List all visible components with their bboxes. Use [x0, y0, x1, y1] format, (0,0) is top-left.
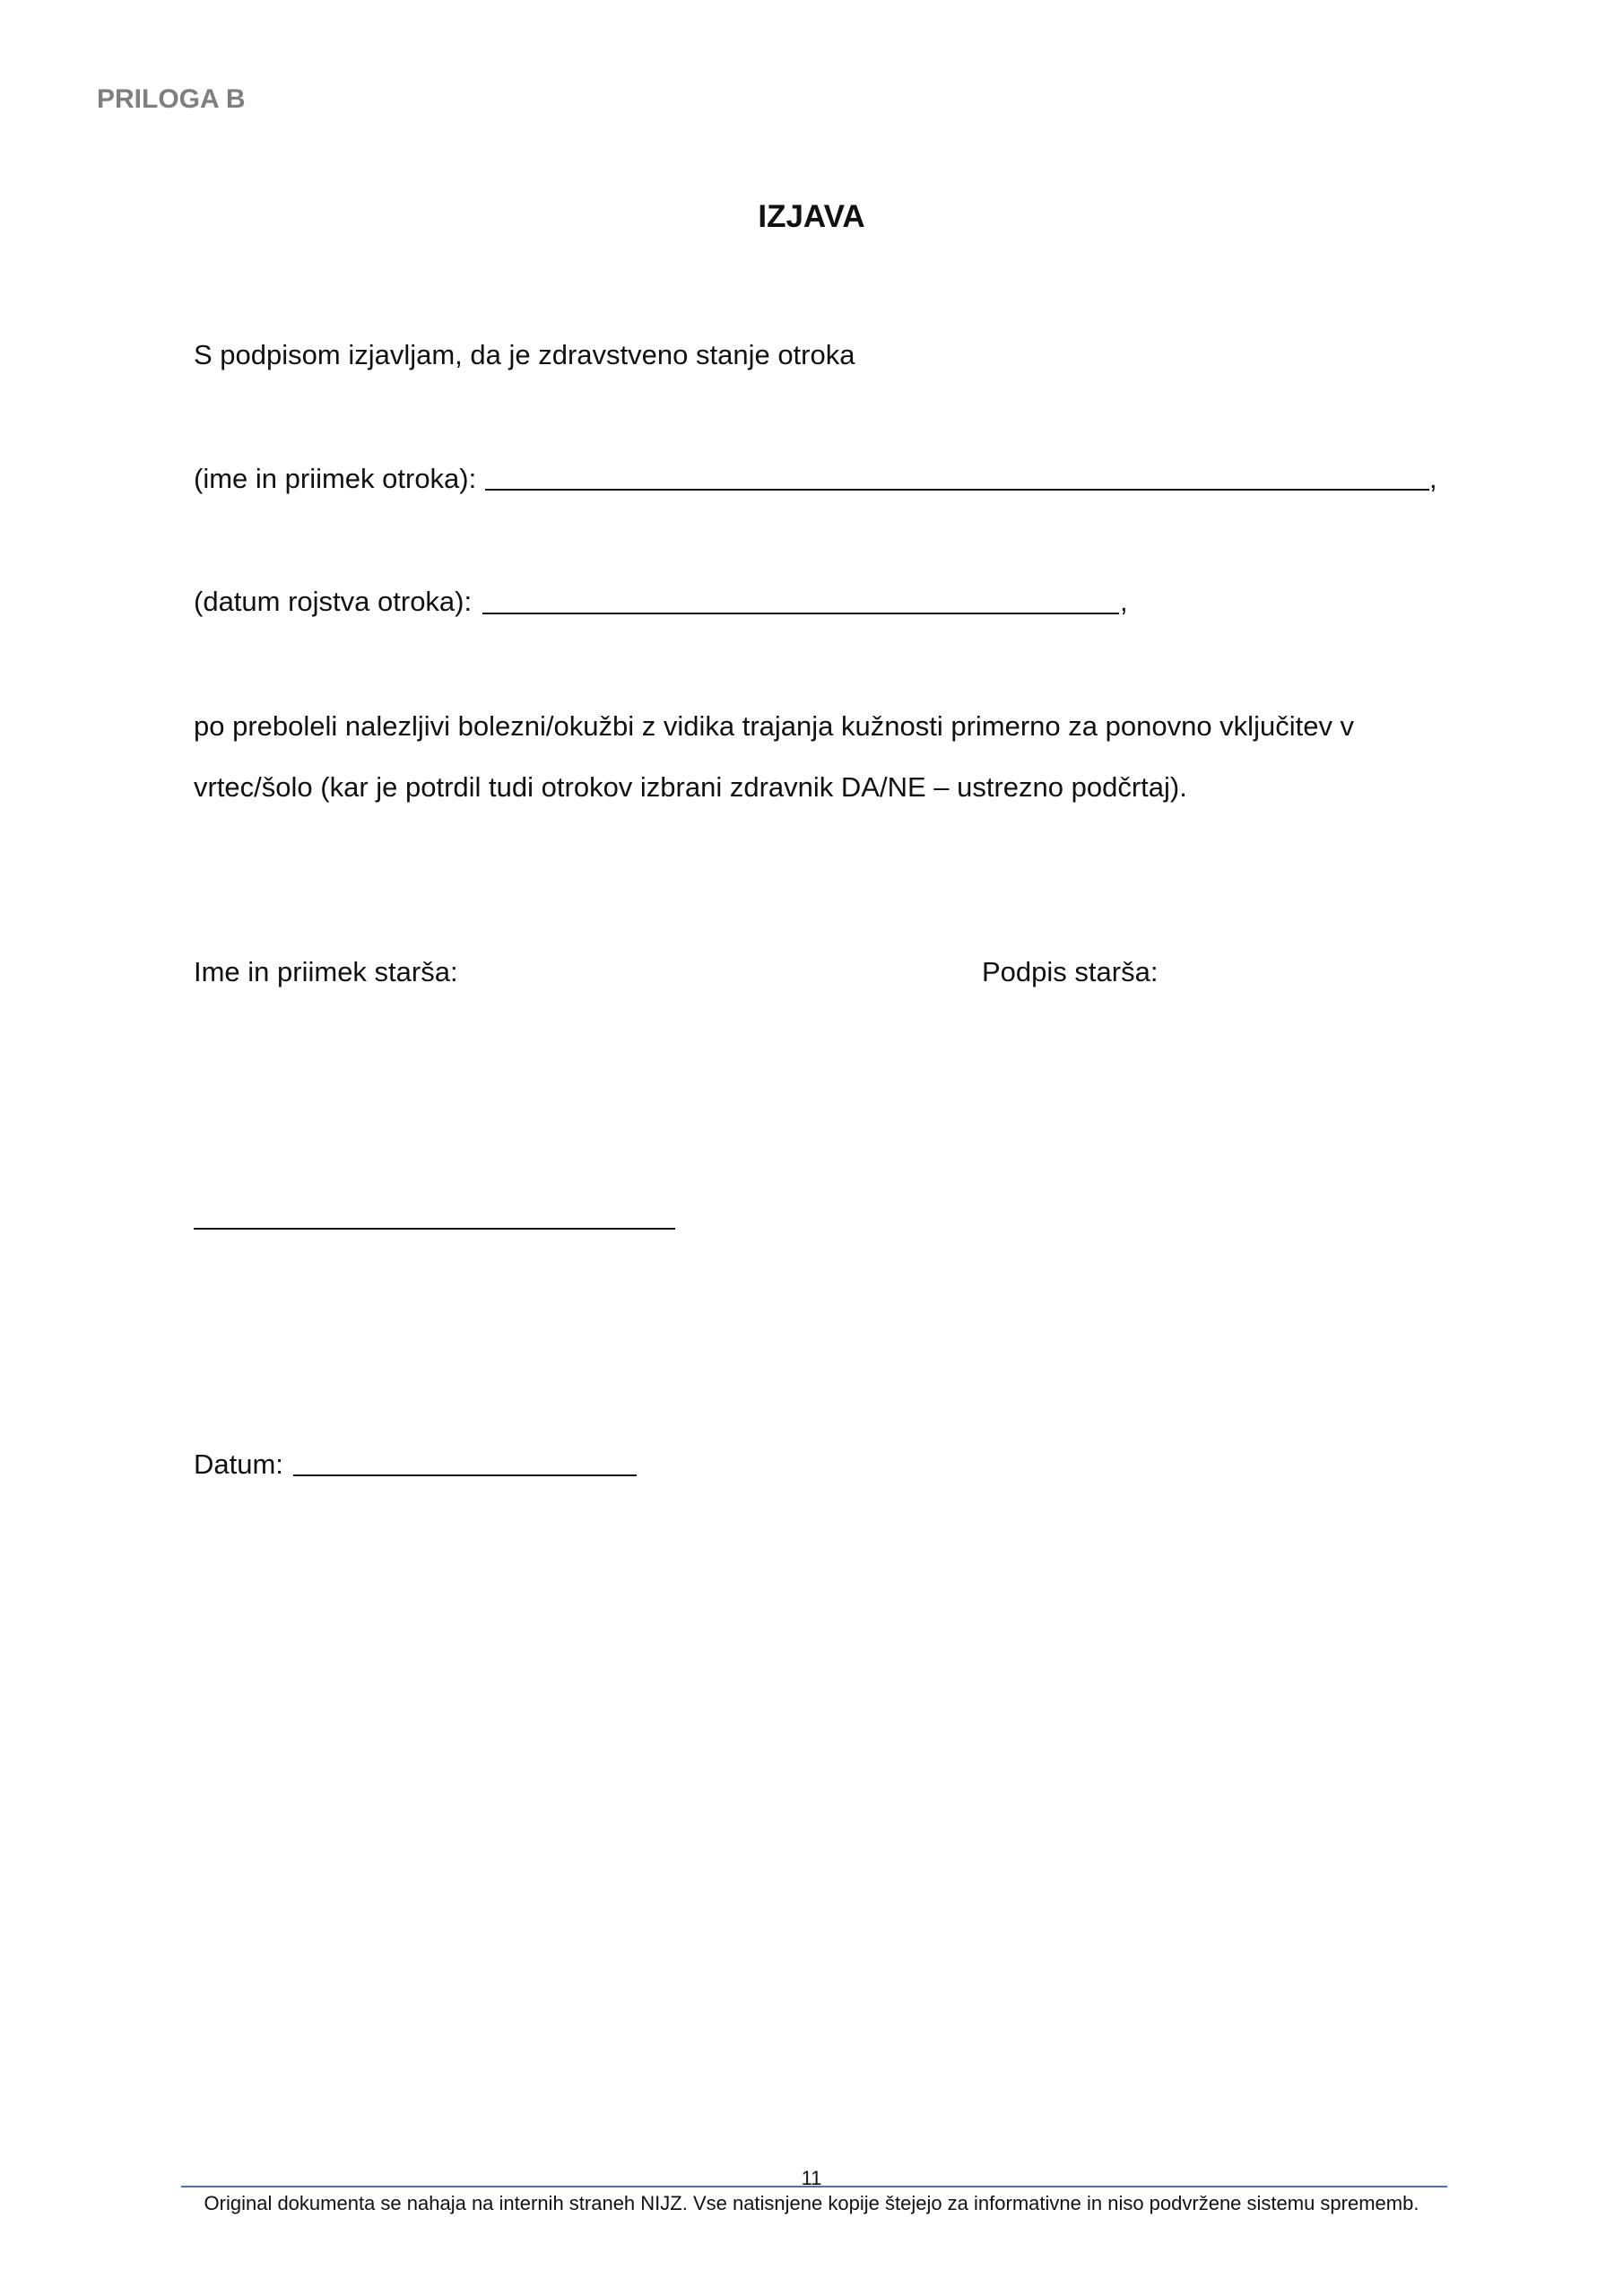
parent-name-field[interactable]	[194, 1228, 675, 1230]
document-title: IZJAVA	[758, 199, 865, 234]
statement-line-2: vrtec/šolo (kar je potrdil tudi otrokov izbrani zdravnik DA/NE – ustrezno podčrtaj).	[194, 771, 1187, 803]
parent-name-label: Ime in priimek starša:	[194, 956, 458, 987]
footer-divider	[181, 2186, 1447, 2187]
child-name-comma: ,	[1429, 463, 1437, 494]
parent-signature-label: Podpis starša:	[982, 956, 1159, 987]
birth-date-field[interactable]	[482, 613, 1119, 614]
page-number: 11	[801, 2167, 822, 2189]
intro-text: S podpisom izjavljam, da je zdravstveno stanje otroka	[194, 339, 855, 370]
appendix-label: PRILOGA B	[97, 84, 246, 114]
birth-date-comma: ,	[1120, 586, 1128, 617]
footer-note: Original dokumenta se nahaja na internih straneh NIJZ. Vse natisnjene kopije štejejo za informativne in niso podvržene sistemu sprememb.	[204, 2192, 1419, 2214]
statement-line-1: po preboleli nalezljivi bolezni/okužbi z vidika trajanja kužnosti primerno za ponovno vključitev v	[194, 710, 1355, 742]
date-label: Datum:	[194, 1448, 283, 1480]
date-field[interactable]	[293, 1474, 637, 1476]
birth-date-label: (datum rojstva otroka):	[194, 586, 473, 617]
child-name-field[interactable]	[485, 489, 1429, 491]
child-name-label: (ime in priimek otroka):	[194, 463, 477, 494]
